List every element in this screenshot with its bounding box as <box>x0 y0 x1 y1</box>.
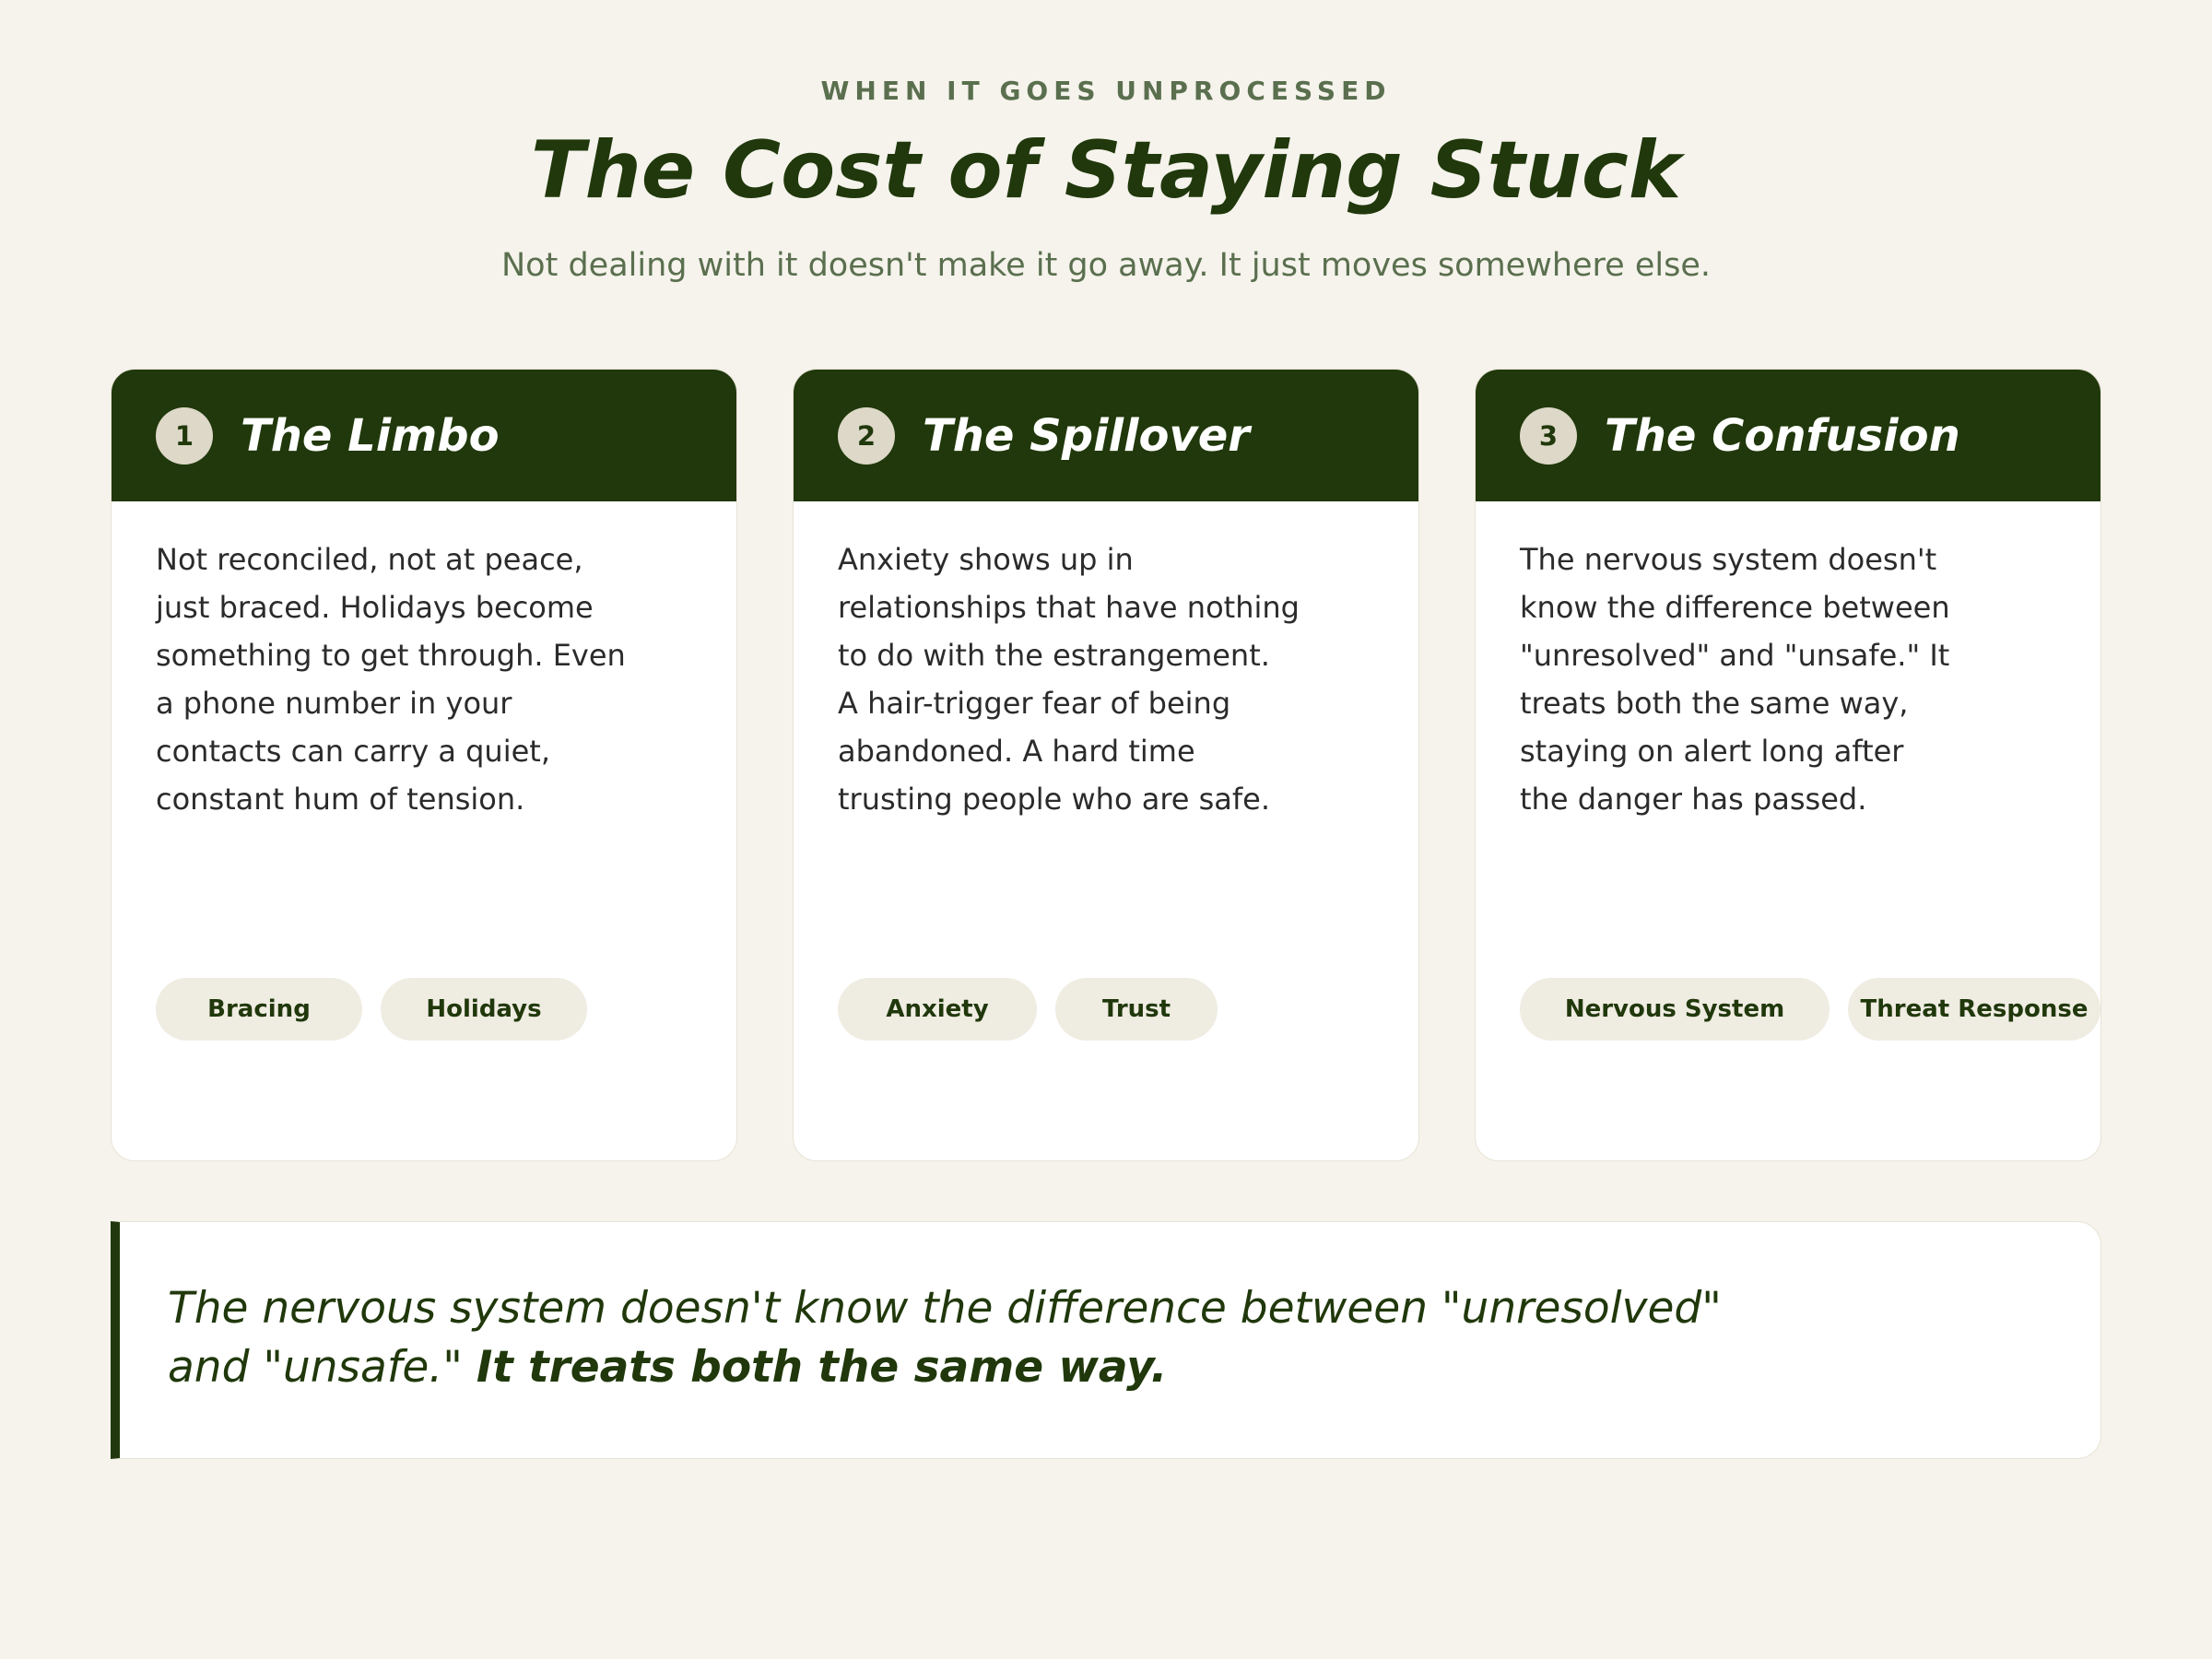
card-description-line: to do with the estrangement. <box>838 638 1270 673</box>
tag-anxiety[interactable]: Anxiety <box>838 978 1037 1041</box>
tag-nervous-system[interactable]: Nervous System <box>1520 978 1830 1041</box>
card-description-line: Not reconciled, not at peace, <box>156 542 583 577</box>
card-description-line: know the difference between <box>1520 590 1950 625</box>
number-badge: 3 <box>1520 407 1577 465</box>
quote-emphasis: It treats both the same way. <box>476 1342 1168 1393</box>
card-description-line: constant hum of tension. <box>156 782 525 817</box>
number-badge: 2 <box>838 407 895 465</box>
tag-list <box>1520 978 2100 1041</box>
card-description-line: trusting people who are safe. <box>838 782 1271 817</box>
card-description <box>1520 535 2056 823</box>
card-description <box>156 535 692 823</box>
card-description-line: abandoned. A hard time <box>838 734 1195 769</box>
card-title: The Confusion <box>1605 409 1960 462</box>
card-description <box>838 535 1374 823</box>
page-subtitle: Not dealing with it doesn't make it go away. It just moves somewhere else. <box>501 247 1711 284</box>
card-description-line: "unresolved" and "unsafe." It <box>1520 638 1950 673</box>
tag-trust[interactable]: Trust <box>1055 978 1218 1041</box>
card-description-line: just braced. Holidays become <box>156 590 594 625</box>
card-header <box>1476 370 2100 501</box>
card-description-line: relationships that have nothing <box>838 590 1300 625</box>
section-eyebrow: WHEN IT GOES UNPROCESSED <box>820 76 1392 106</box>
card-description-line: the danger has passed. <box>1520 782 1867 817</box>
tag-bracing[interactable]: Bracing <box>156 978 362 1041</box>
card-spillover <box>793 369 1419 1161</box>
card-title: The Spillover <box>923 409 1250 462</box>
card-description-line: treats both the same way, <box>1520 686 1909 721</box>
card-header <box>112 370 736 501</box>
tag-holidays[interactable]: Holidays <box>381 978 587 1041</box>
card-header <box>794 370 1418 501</box>
tag-list <box>156 978 587 1041</box>
card-description-line: contacts can carry a quiet, <box>156 734 550 769</box>
card-description-line: A hair-trigger fear of being <box>838 686 1231 721</box>
tag-threat-response[interactable]: Threat Response <box>1848 978 2100 1041</box>
card-title: The Limbo <box>241 409 500 462</box>
quote-text: and "unsafe." <box>168 1342 477 1393</box>
card-description-line: something to get through. Even <box>156 638 626 673</box>
page-title: The Cost of Staying Stuck <box>530 124 1682 217</box>
cards-row <box>111 369 2101 1161</box>
card-limbo <box>111 369 737 1161</box>
pull-quote <box>111 1221 2101 1459</box>
quote-line: The nervous system doesn't know the difference between "unresolved" <box>168 1283 1722 1334</box>
tag-list <box>838 978 1218 1041</box>
number-badge: 1 <box>156 407 213 465</box>
card-confusion <box>1475 369 2101 1161</box>
card-description-line: staying on alert long after <box>1520 734 1904 769</box>
card-description-line: Anxiety shows up in <box>838 542 1134 577</box>
card-description-line: The nervous system doesn't <box>1520 542 1937 577</box>
quote-line <box>168 1338 2100 1397</box>
card-description-line: a phone number in your <box>156 686 512 721</box>
